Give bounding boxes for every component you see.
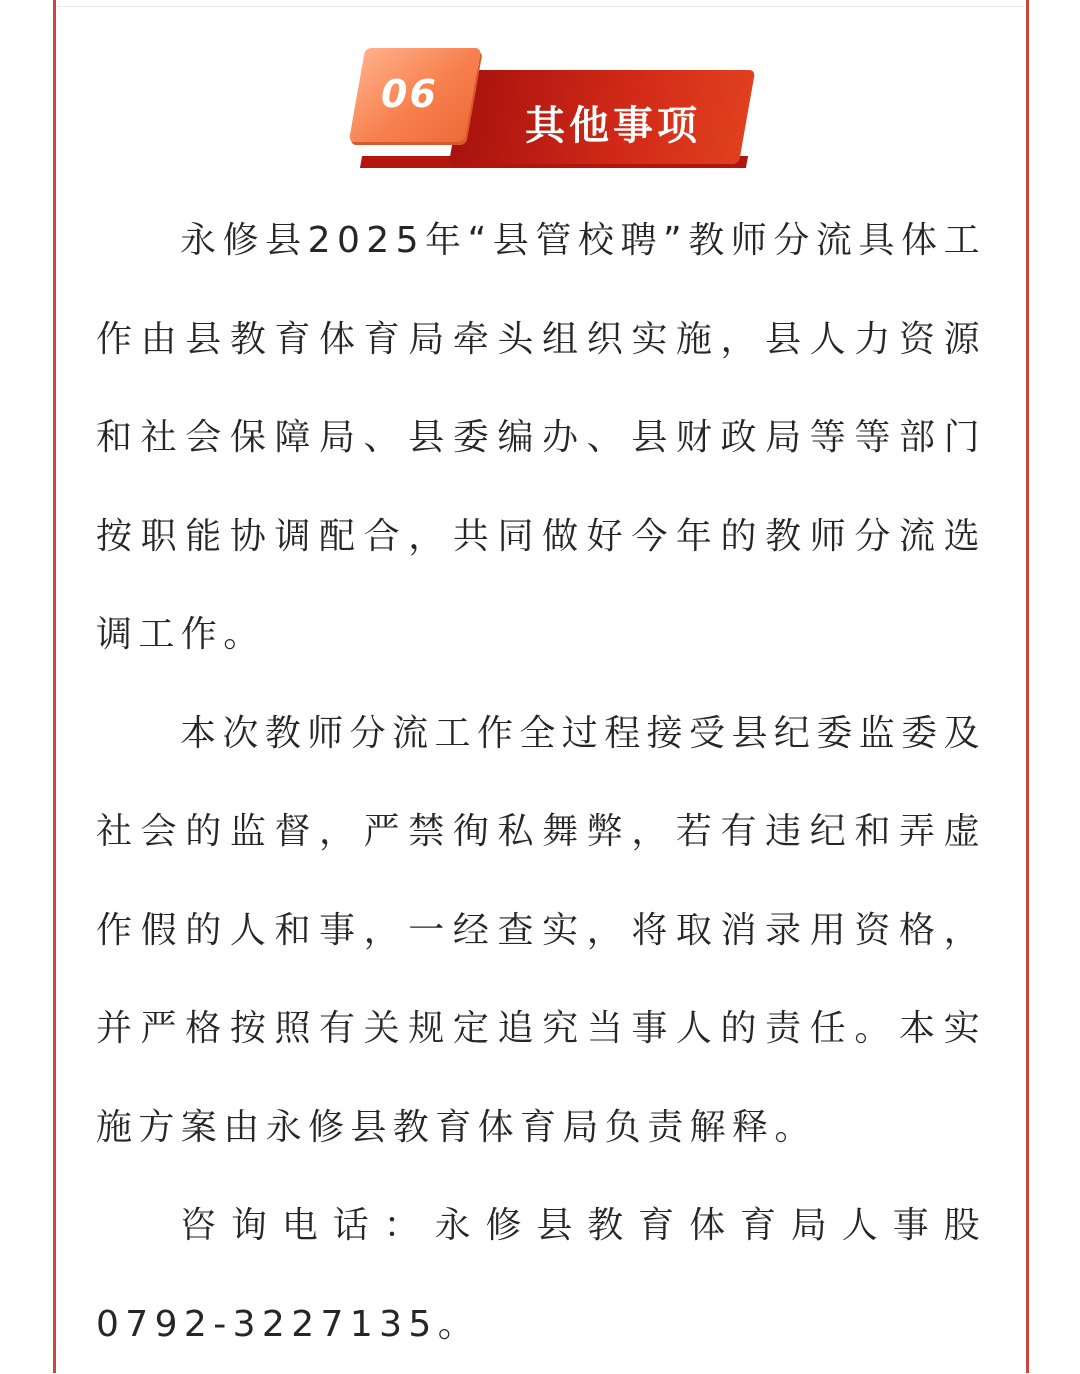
paragraph-supervision: 本次教师分流工作全过程接受县纪委监委及社会的监督，严禁徇私舞弊，若有违纪和弄虚作假的人和事，一经查实，将取消录用资格，并严格按照有关规定追究当事人的责任。本实施方案由永修县教育体育局负责解释。: [96, 712, 986, 1148]
paragraph-organization: 永修县2025年“县管校聘”教师分流具体工作由县教育体育局牵头组织实施，县人力资源和社会保障局、县委编办、县财政局等等部门按职能协调配合，共同做好今年的教师分流选调工作。: [96, 220, 986, 655]
section-number: 06: [381, 72, 438, 116]
right-border-line: [1026, 0, 1029, 1373]
section-title: 其他事项: [525, 103, 701, 149]
top-divider: [56, 6, 1024, 7]
section-header: [345, 44, 755, 174]
paragraph-contact: 咨询电话：永修县教育体育局人事股0792-3227135。: [96, 1205, 986, 1345]
article-body: [96, 192, 986, 1374]
left-border-line: [53, 0, 56, 1373]
